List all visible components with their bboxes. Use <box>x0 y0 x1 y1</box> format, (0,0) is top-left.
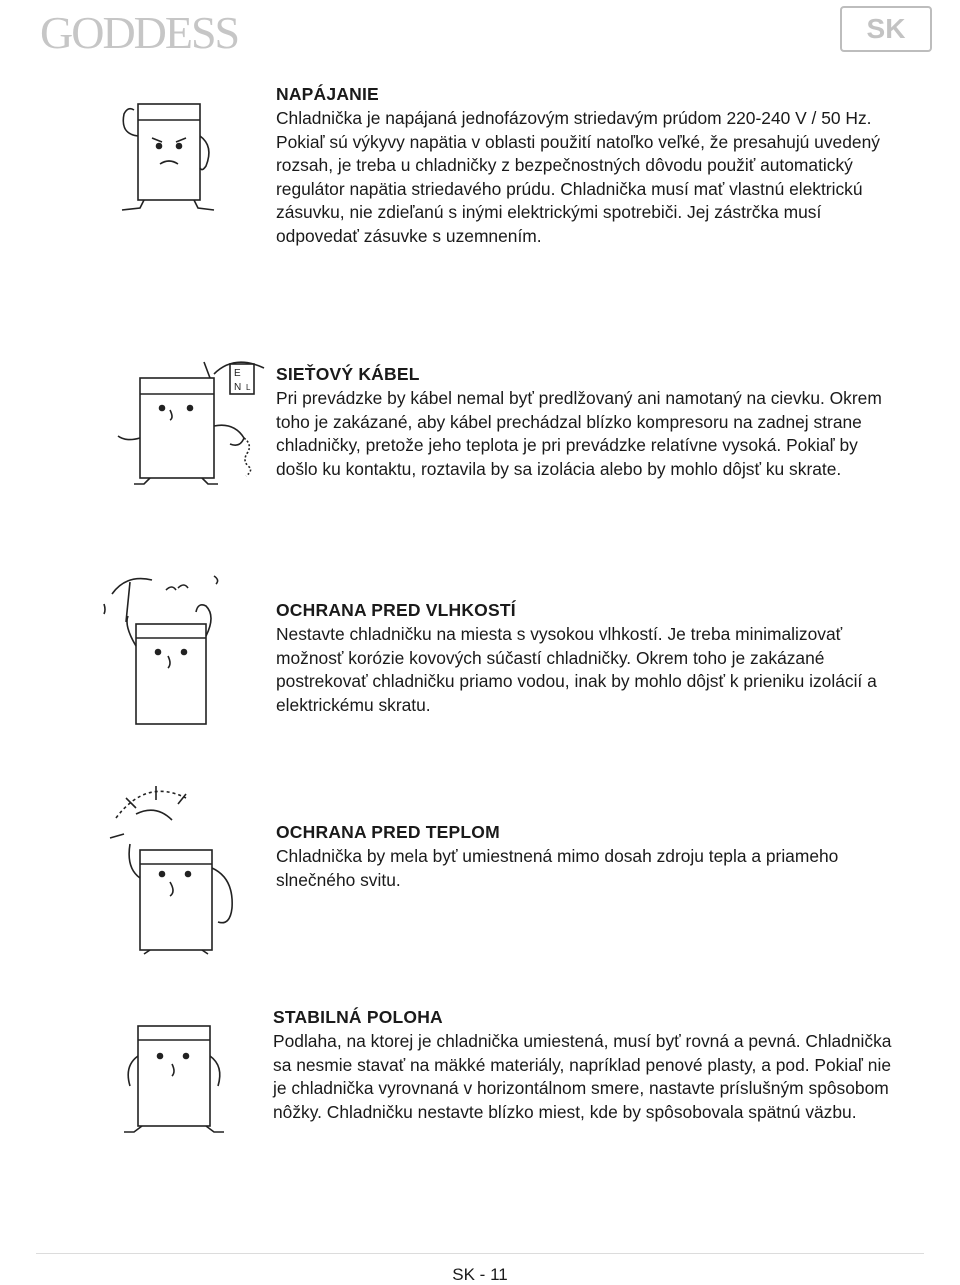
section-title: OCHRANA PRED VLHKOSTÍ <box>276 600 516 620</box>
footer-divider <box>36 1253 924 1254</box>
heat-fridge-illustration <box>96 778 256 956</box>
angry-fridge-illustration <box>110 96 230 216</box>
section-title: NAPÁJANIE <box>276 84 379 104</box>
page-number: SK - 11 <box>452 1265 508 1284</box>
section-body: Nestavte chladničku na miesta s vysokou vlhkostí. Je treba minimalizovať možnosť korózie kovových súčastí chladničky. Okrem toho je zakázané postrekovať chladničku priamo vodou, inak by mohlo dôjsť k prieniku izolácií a elektrickému skratu. <box>276 624 877 715</box>
section-body: Podlaha, na ktorej je chladnička umiestená, musí byť rovná a pevná. Chladnička sa nesmie stavať na mäkké materiály, napríklad penové plasty, a pod. Pokiaľ nie je chladnička vyrovnaná v horizontálnom smere, nastavte príslušným spôsobom nôžky. Chladničku nestavte blízko miest, kde by spôsobovala spätnú väzbu. <box>273 1031 892 1122</box>
section-body: Pri prevádzke by kábel nemal byť predlžovaný ani namotaný na cievku. Okrem toho je zakázané, aby kábel prechádzal blízko kompresoru na zadnej strane chladničky, pretože jeho teplota je pri prevádzke relatívne vysoká. Pokiaľ by došlo ku kontaktu, roztavila by sa izolácia alebo by mohlo dôjsť ku skrate. <box>276 388 882 479</box>
section-title: SIEŤOVÝ KÁBEL <box>276 364 420 384</box>
section-power-cable <box>276 364 896 481</box>
section-body: Chladnička je napájaná jednofázovým striedavým prúdom 220-240 V / 50 Hz. Pokiaľ sú výkyvy napätia v oblasti použití natoľko veľké, že presahujú uvedený rozsah, je treba u chladničky z bezpečnostných dôvodu použiť automatický regulátor napätia striedavého prúdu. Chladnička musí mať vlastnú elektrickú zásuvku, nie zdieľanú s inými elektrickými spotrebiči. Jej zástrčka musí odpovedať zásuvke s uzemnením. <box>276 108 880 246</box>
language-badge: SK <box>840 6 932 52</box>
goddess-logo <box>40 6 280 56</box>
umbrella-fridge-illustration <box>96 566 246 732</box>
stable-fridge-illustration <box>118 1020 238 1140</box>
socket-neutral-label: N <box>234 382 242 393</box>
section-power <box>276 84 896 248</box>
section-body: Chladnička by mela byť umiestnená mimo dosah zdroju tepla a priameho slnečného svitu. <box>276 846 839 890</box>
section-heat <box>276 822 896 892</box>
section-title: STABILNÁ POLOHA <box>273 1007 443 1027</box>
section-humidity <box>276 600 896 717</box>
cable-fridge-illustration <box>110 350 280 490</box>
section-title: OCHRANA PRED TEPLOM <box>276 822 500 842</box>
socket-earth-label: E <box>234 368 241 379</box>
socket-live-label: L <box>246 383 251 392</box>
logo-text: GODDESS <box>40 7 239 58</box>
section-stable-position <box>273 1007 893 1124</box>
